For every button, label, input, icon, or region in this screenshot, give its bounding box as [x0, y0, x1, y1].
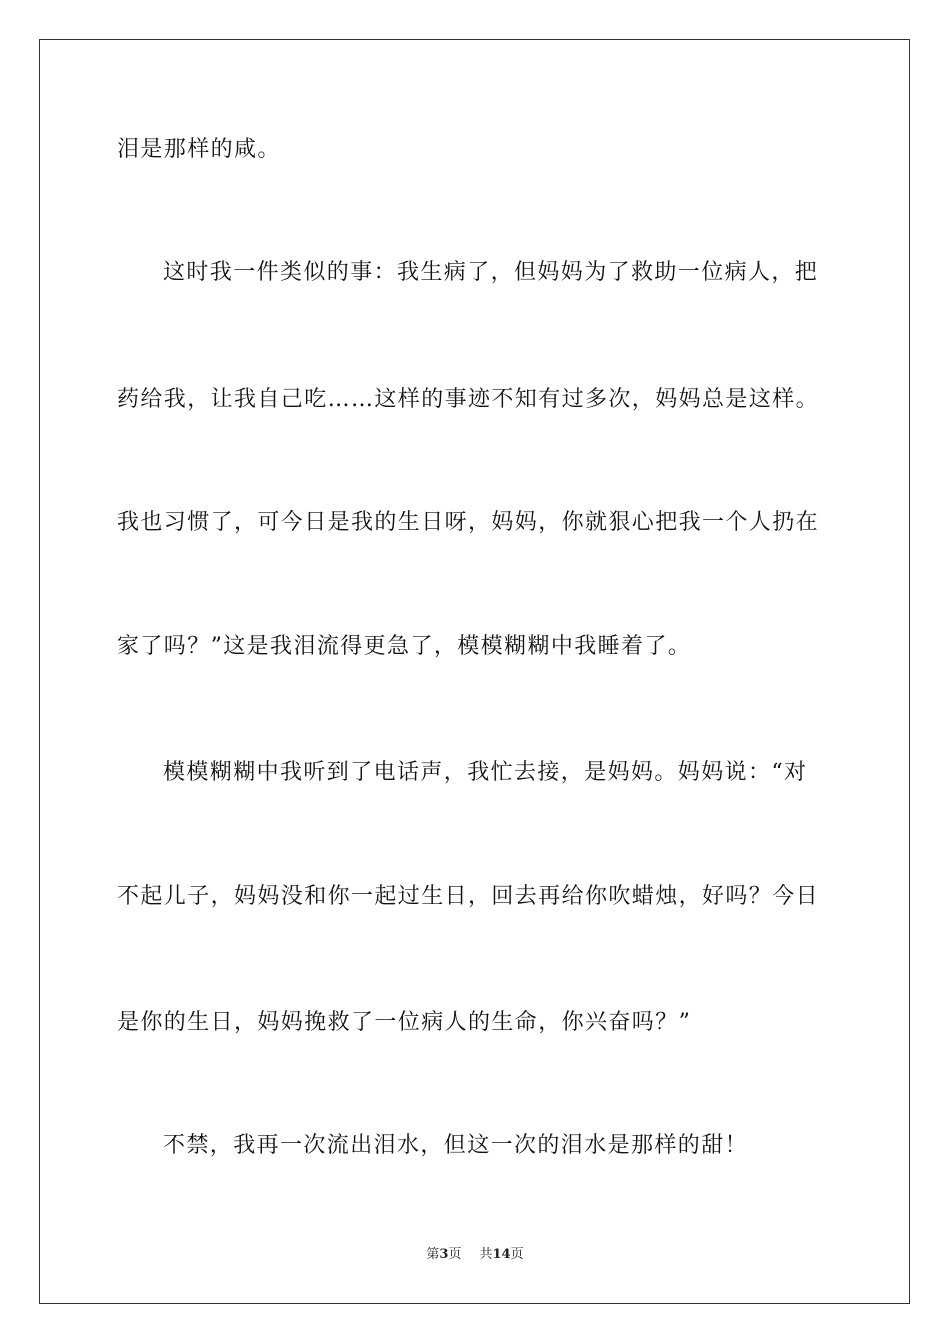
- total-pages: 14: [492, 1247, 511, 1262]
- text-line-5: 家了吗？”这是我泪流得更急了，模模糊糊中我睡着了。: [117, 634, 692, 659]
- text-line-4: 我也习惯了，可今日是我的生日呀，妈妈，你就狠心把我一个人扔在: [117, 510, 820, 535]
- text-line-3: 药给我，让我自己吃……这样的事迹不知有过多次，妈妈总是这样。: [117, 387, 820, 412]
- text-line-2: 这时我一件类似的事：我生病了，但妈妈为了救助一位病人，把: [163, 260, 819, 285]
- page-prefix: 第: [426, 1247, 440, 1262]
- page-number: 3: [439, 1247, 449, 1262]
- page-suffix: 页: [448, 1247, 462, 1262]
- text-line-1: 泪是那样的咸。: [117, 137, 281, 162]
- text-line-8: 是你的生日，妈妈挽救了一位病人的生命，你兴奋吗？”: [117, 1010, 692, 1035]
- text-line-7: 不起儿子，妈妈没和你一起过生日，回去再给你吹蜡烛，好吗？今日: [117, 884, 820, 909]
- text-line-6: 模模糊糊中我听到了电话声，我忙去接，是妈妈。妈妈说：“对: [163, 760, 808, 785]
- page-footer: [0, 1246, 950, 1264]
- text-line-9: 不禁，我再一次流出泪水，但这一次的泪水是那样的甜！: [163, 1133, 749, 1158]
- page-border: [39, 39, 910, 1304]
- total-prefix: 共: [479, 1247, 493, 1262]
- total-suffix: 页: [510, 1247, 524, 1262]
